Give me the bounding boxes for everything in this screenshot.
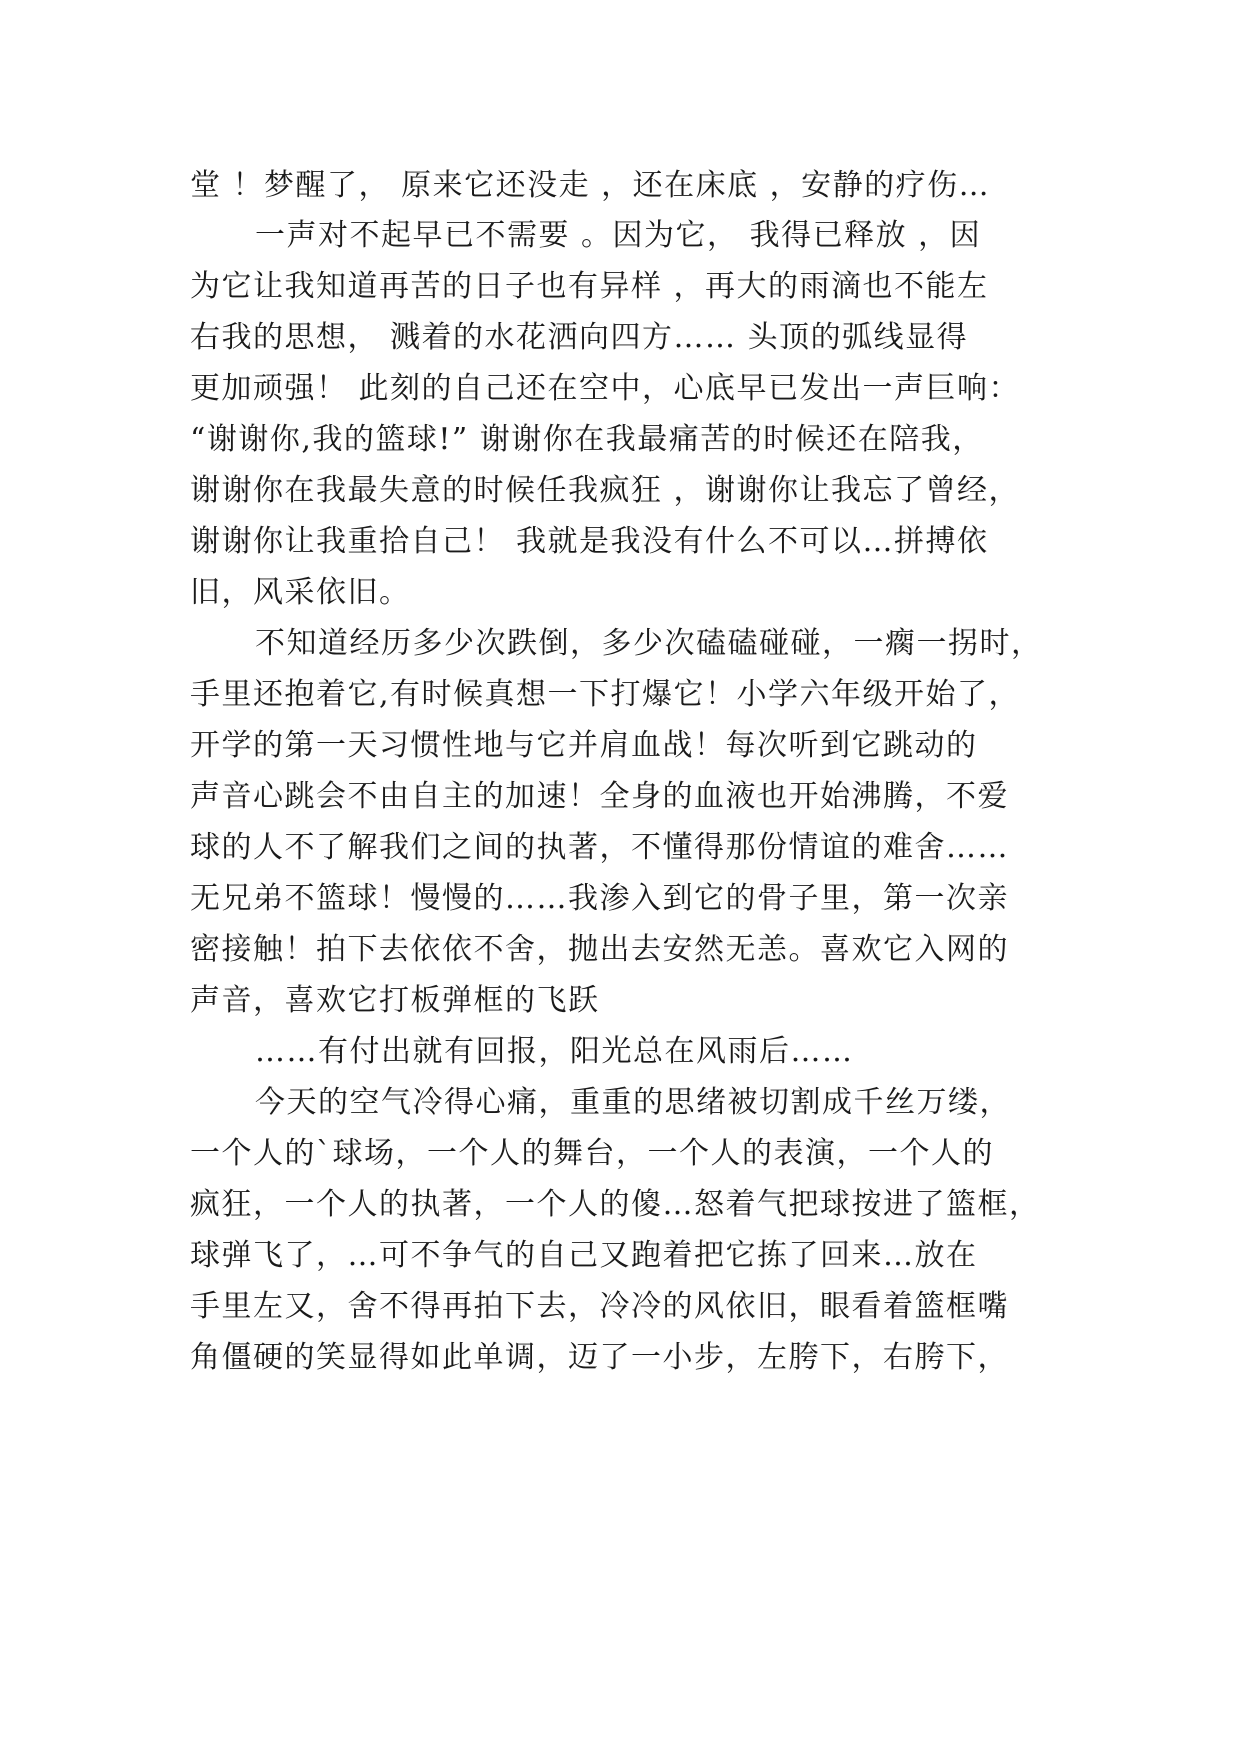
text-line: 开学的第一天习惯性地与它并肩血战！每次听到它跳动的 bbox=[190, 728, 978, 763]
text-line: 密接触！拍下去依依不舍，抛出去安然无恙。喜欢它入网的 bbox=[190, 932, 1009, 967]
text-line: 右我的思想， 溅着的水花洒向四方…… 头顶的弧线显得 bbox=[190, 320, 969, 355]
text-line: 不知道经历多少次跌倒，多少次磕磕碰碰，一瘸一拐时， bbox=[255, 626, 1043, 661]
text-line: 更加顽强！ 此刻的自己还在空中，心底早已发出一声巨响： bbox=[190, 371, 1021, 406]
text-line: 堂 ！梦醒了， 原来它还没走 ，还在床底 ，安静的疗伤… bbox=[190, 168, 991, 203]
text-line: 球弹飞了，…可不争气的自己又跑着把它拣了回来…放在 bbox=[190, 1238, 978, 1273]
text-line: 为它让我知道再苦的日子也有异样 ，再大的雨滴也不能左 bbox=[190, 269, 989, 304]
text-line: 声音，喜欢它打板弹框的飞跃 bbox=[190, 983, 600, 1018]
text-line: 谢谢你让我重拾自己！ 我就是我没有什么不可以…拼搏依 bbox=[190, 524, 989, 559]
text-line: 谢谢你在我最失意的时候任我疯狂 ，谢谢你让我忘了曾经， bbox=[190, 473, 1021, 508]
text-line: 旧，风采依旧。 bbox=[190, 575, 411, 610]
text-line: 声音心跳会不由自主的加速！全身的血液也开始沸腾，不爱 bbox=[190, 779, 1009, 814]
text-line: 球的人不了解我们之间的执著，不懂得那份情谊的难舍…… bbox=[190, 830, 1009, 865]
text-line: 无兄弟不篮球！慢慢的……我渗入到它的骨子里，第一次亲 bbox=[190, 881, 1009, 916]
text-line: 角僵硬的笑显得如此单调，迈了一小步，左胯下，右胯下， bbox=[190, 1340, 1009, 1375]
text-line: 疯狂，一个人的执著，一个人的傻…怒着气把球按进了篮框， bbox=[190, 1187, 1041, 1222]
text-line: ……有付出就有回报，阳光总在风雨后…… bbox=[255, 1034, 854, 1069]
text-line: 一个人的`球场，一个人的舞台，一个人的表演，一个人的 bbox=[190, 1136, 994, 1171]
text-line: 一声对不起早已不需要 。因为它， 我得已释放 ，因 bbox=[255, 218, 982, 253]
text-line: “谢谢你,我的篮球!” 谢谢你在我最痛苦的时候还在陪我， bbox=[190, 422, 984, 457]
text-line: 今天的空气冷得心痛，重重的思绪被切割成千丝万缕， bbox=[255, 1085, 1011, 1120]
text-line: 手里还抱着它,有时候真想一下打爆它！小学六年级开始了， bbox=[190, 677, 1021, 712]
text-line: 手里左又，舍不得再拍下去，冷冷的风依旧，眼看着篮框嘴 bbox=[190, 1289, 1009, 1324]
